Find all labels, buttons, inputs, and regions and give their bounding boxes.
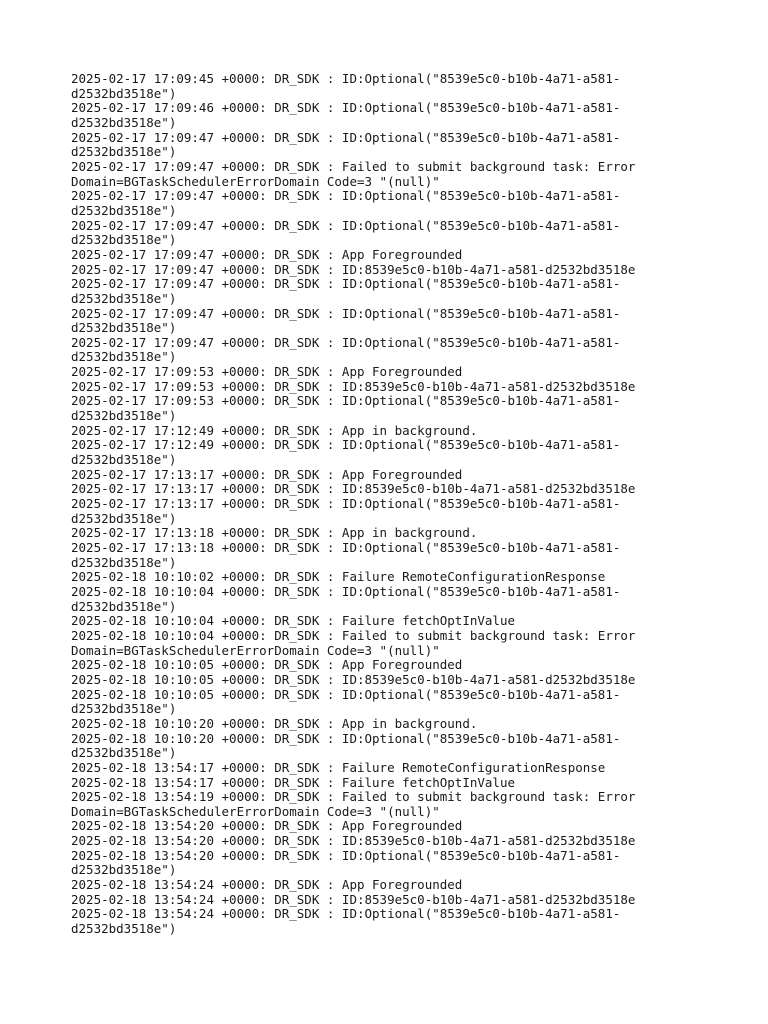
log-line: 2025-02-17 17:09:47 +0000: DR_SDK : ID:Optional("8539e5c0-b10b-4a71-a581-	[71, 129, 621, 145]
log-line: 2025-02-17 17:09:47 +0000: DR_SDK : ID:Optional("8539e5c0-b10b-4a71-a581-	[71, 276, 621, 292]
log-line: 2025-02-17 17:09:53 +0000: DR_SDK : App Foregrounded	[71, 364, 463, 380]
log-line: 2025-02-17 17:09:47 +0000: DR_SDK : ID:Optional("8539e5c0-b10b-4a71-a581-	[71, 217, 621, 233]
log-line: 2025-02-18 13:54:20 +0000: DR_SDK : ID:8539e5c0-b10b-4a71-a581-d2532bd3518e	[71, 833, 636, 849]
log-line: 2025-02-18 13:54:24 +0000: DR_SDK : App Foregrounded	[71, 877, 463, 893]
log-line: 2025-02-18 10:10:04 +0000: DR_SDK : Failed to submit background task: Error	[71, 627, 636, 643]
log-line: 2025-02-17 17:09:47 +0000: DR_SDK : ID:Optional("8539e5c0-b10b-4a71-a581-	[71, 305, 621, 321]
log-line: d2532bd3518e")	[71, 349, 177, 365]
log-line: 2025-02-18 10:10:05 +0000: DR_SDK : ID:8539e5c0-b10b-4a71-a581-d2532bd3518e	[71, 671, 636, 687]
log-line: 2025-02-18 10:10:04 +0000: DR_SDK : Failure fetchOptInValue	[71, 613, 516, 629]
log-line: 2025-02-18 13:54:17 +0000: DR_SDK : Failure fetchOptInValue	[71, 774, 516, 790]
log-line: 2025-02-18 13:54:17 +0000: DR_SDK : Failure RemoteConfigurationResponse	[71, 759, 606, 775]
log-line: d2532bd3518e")	[71, 745, 177, 761]
log-line: d2532bd3518e")	[71, 701, 177, 717]
log-line: Domain=BGTaskSchedulerErrorDomain Code=3 "(null)"	[71, 173, 440, 189]
log-line: d2532bd3518e")	[71, 320, 177, 336]
log-line: d2532bd3518e")	[71, 598, 177, 614]
log-line: d2532bd3518e")	[71, 554, 177, 570]
log-line: 2025-02-17 17:09:47 +0000: DR_SDK : App Foregrounded	[71, 246, 463, 262]
log-line: 2025-02-17 17:13:18 +0000: DR_SDK : App in background.	[71, 525, 478, 541]
log-line: 2025-02-18 13:54:20 +0000: DR_SDK : ID:Optional("8539e5c0-b10b-4a71-a581-	[71, 847, 621, 863]
log-line: 2025-02-17 17:12:49 +0000: DR_SDK : App in background.	[71, 422, 478, 438]
log-line: 2025-02-17 17:09:47 +0000: DR_SDK : ID:Optional("8539e5c0-b10b-4a71-a581-	[71, 334, 621, 350]
log-line: Domain=BGTaskSchedulerErrorDomain Code=3 "(null)"	[71, 642, 440, 658]
log-line: 2025-02-17 17:09:47 +0000: DR_SDK : ID:Optional("8539e5c0-b10b-4a71-a581-	[71, 188, 621, 204]
log-line: d2532bd3518e")	[71, 85, 177, 101]
log-line: 2025-02-18 13:54:24 +0000: DR_SDK : ID:8539e5c0-b10b-4a71-a581-d2532bd3518e	[71, 891, 636, 907]
log-line: d2532bd3518e")	[71, 114, 177, 130]
log-line: 2025-02-18 10:10:04 +0000: DR_SDK : ID:Optional("8539e5c0-b10b-4a71-a581-	[71, 583, 621, 599]
log-line: 2025-02-18 13:54:19 +0000: DR_SDK : Failed to submit background task: Error	[71, 789, 636, 805]
log-line: d2532bd3518e")	[71, 862, 177, 878]
log-line: 2025-02-17 17:12:49 +0000: DR_SDK : ID:Optional("8539e5c0-b10b-4a71-a581-	[71, 437, 621, 453]
log-line: 2025-02-17 17:13:18 +0000: DR_SDK : ID:Optional("8539e5c0-b10b-4a71-a581-	[71, 540, 621, 555]
log-line: 2025-02-18 13:54:24 +0000: DR_SDK : ID:Optional("8539e5c0-b10b-4a71-a581-	[71, 906, 621, 922]
log-text-block	[71, 72, 711, 937]
log-line: 2025-02-18 10:10:02 +0000: DR_SDK : Failure RemoteConfigurationResponse	[71, 569, 606, 585]
log-line: 2025-02-17 17:13:17 +0000: DR_SDK : ID:8539e5c0-b10b-4a71-a581-d2532bd3518e	[71, 481, 636, 497]
log-line: d2532bd3518e")	[71, 452, 177, 468]
log-line: d2532bd3518e")	[71, 232, 177, 248]
log-line: 2025-02-18 13:54:20 +0000: DR_SDK : App Foregrounded	[71, 818, 463, 834]
log-line: 2025-02-18 10:10:20 +0000: DR_SDK : ID:Optional("8539e5c0-b10b-4a71-a581-	[71, 730, 621, 746]
log-line: d2532bd3518e")	[71, 921, 177, 937]
log-line: 2025-02-18 10:10:05 +0000: DR_SDK : App Foregrounded	[71, 657, 463, 673]
log-line: 2025-02-18 10:10:20 +0000: DR_SDK : App in background.	[71, 715, 478, 731]
log-line: 2025-02-17 17:09:47 +0000: DR_SDK : ID:8539e5c0-b10b-4a71-a581-d2532bd3518e	[71, 261, 636, 277]
log-line: 2025-02-17 17:09:45 +0000: DR_SDK : ID:Optional("8539e5c0-b10b-4a71-a581-	[71, 71, 621, 86]
log-line: 2025-02-17 17:09:53 +0000: DR_SDK : ID:8539e5c0-b10b-4a71-a581-d2532bd3518e	[71, 378, 636, 394]
log-line: d2532bd3518e")	[71, 408, 177, 424]
log-line: Domain=BGTaskSchedulerErrorDomain Code=3 "(null)"	[71, 803, 440, 819]
log-line: 2025-02-18 10:10:05 +0000: DR_SDK : ID:Optional("8539e5c0-b10b-4a71-a581-	[71, 686, 621, 702]
log-line: d2532bd3518e")	[71, 144, 177, 160]
log-line: 2025-02-17 17:09:53 +0000: DR_SDK : ID:Optional("8539e5c0-b10b-4a71-a581-	[71, 393, 621, 409]
log-line: 2025-02-17 17:13:17 +0000: DR_SDK : ID:Optional("8539e5c0-b10b-4a71-a581-	[71, 496, 621, 512]
log-line: 2025-02-17 17:09:47 +0000: DR_SDK : Failed to submit background task: Error	[71, 158, 636, 174]
log-line: d2532bd3518e")	[71, 290, 177, 306]
log-line: 2025-02-17 17:09:46 +0000: DR_SDK : ID:Optional("8539e5c0-b10b-4a71-a581-	[71, 100, 621, 116]
log-line: 2025-02-17 17:13:17 +0000: DR_SDK : App Foregrounded	[71, 466, 463, 482]
log-line: d2532bd3518e")	[71, 510, 177, 526]
log-line: d2532bd3518e")	[71, 202, 177, 218]
